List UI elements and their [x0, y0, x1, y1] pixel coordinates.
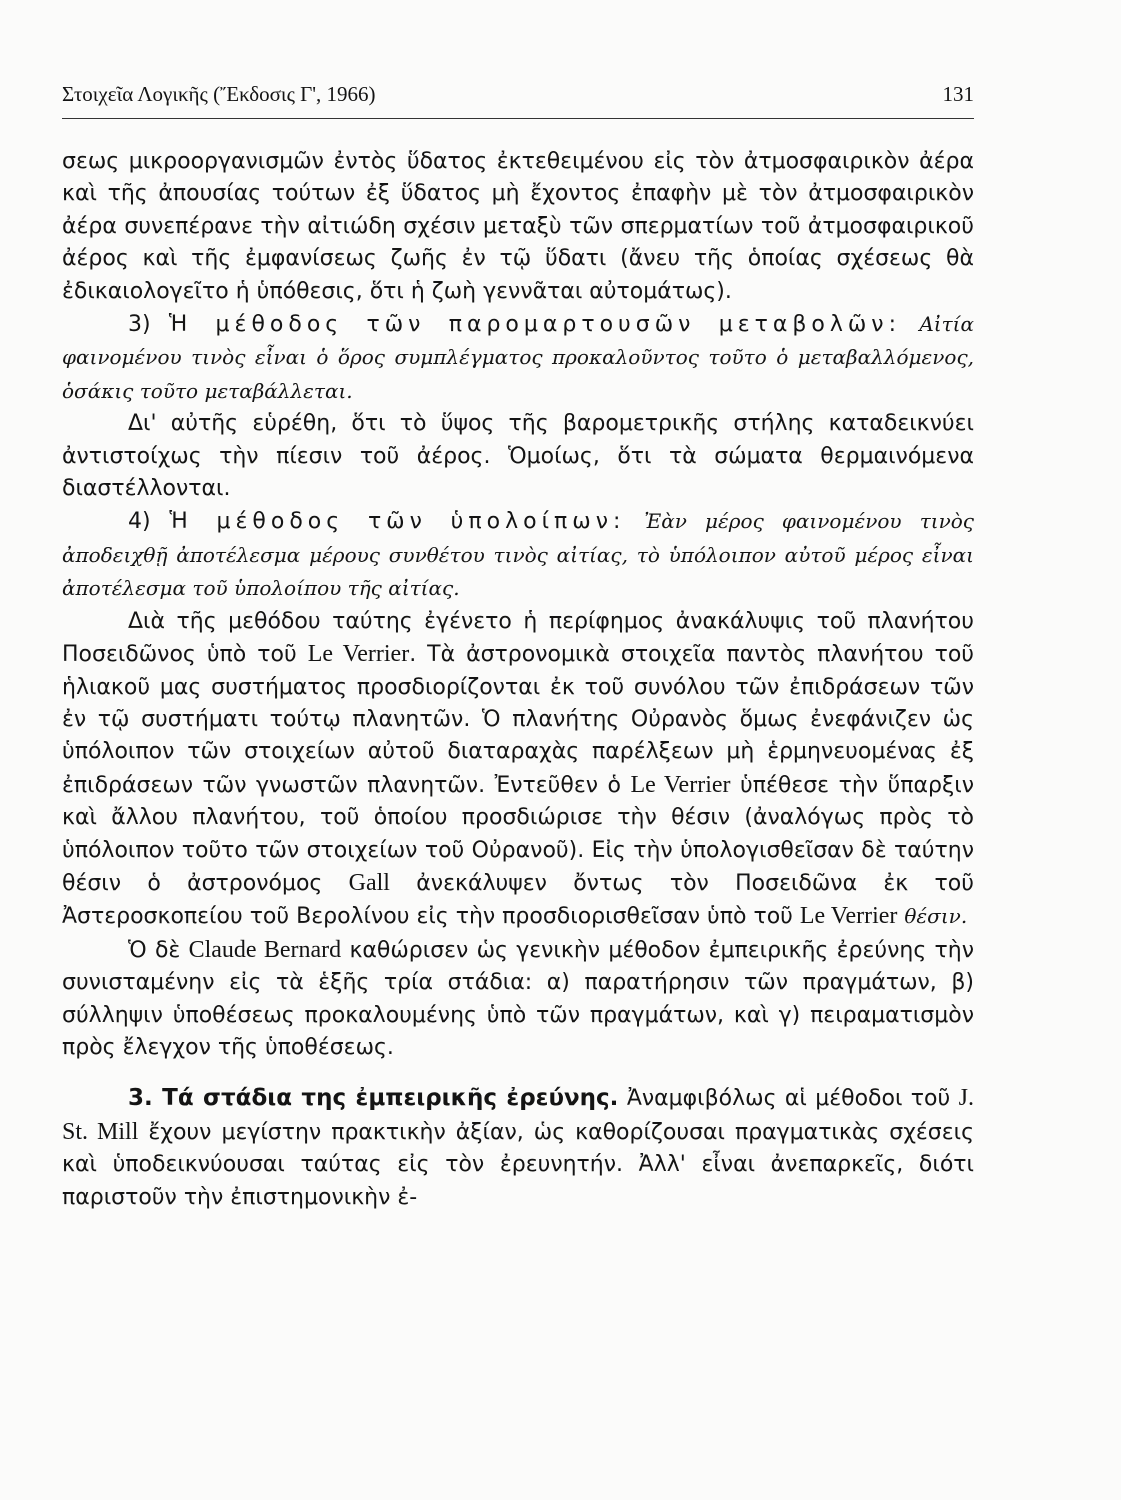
text-run: Ἀναμφιβόλως αἱ μέθοδοι τοῦ [626, 1086, 951, 1112]
page-header [62, 82, 974, 118]
method-number: 4) [128, 509, 151, 535]
latin-name: Gall [348, 869, 390, 896]
text-run: ἔχουν μεγίστην πρακτικὴν ἀξίαν, ὡς καθορίζουσαι πραγματικὰς σχέσεις καὶ ὑποδεικνύουσαι ταύτας εἰς τὸν ἐρευνητήν. Ἀλλ' εἶναι ἀνεπαρκεῖς, διότι παριστοῦν τὴν ἐπιστημονικὴν ἐ- [62, 1119, 974, 1210]
header-rule [62, 118, 974, 119]
page-body [62, 146, 974, 1214]
text-run: καθώρισεν ὡς γενικὴν μέθοδον ἐμπειρικῆς ἐρεύνης τὴν συνισταμένην εἰς τὰ ἑξῆς τρία στάδια: α) παρατήρησιν τῶν πραγμάτων, β) σύλληψιν ὑποθέσεως προκαλουμένης ὑπὸ τῶν πραγμάτων, καὶ γ) πειραματισμὸν πρὸς ἔλεγχον τῆς ὑποθέσεως. [62, 937, 974, 1060]
method-definition: Αἰτία φαινομένου τινὸς εἶναι ὁ ὅρος συμπλέγματος προκαλοῦντος τοῦτο ὁ μεταβαλλόμενος, ὁσάκις τοῦτο μεταβάλλεται. [62, 312, 975, 403]
paragraph-text: σεως μικροοργανισμῶν ἐντὸς ὕδατος ἐκτεθειμένου εἰς τὸν ἀτμοσφαιρικὸν ἀέρα καὶ τῆς ἀπουσίας τούτων ἐξ ὕδατος μὴ ἔχοντος ἐπαφὴν μὲ τὸν ἀτμοσφαιρικὸν ἀέρα συνεπέρανε τὴν αἰτιώδη σχέσιν μεταξὺ τῶν σπερματίων τοῦ ἀτμοσφαιρικοῦ ἀέρος καὶ τῆς ἐμφανίσεως ζωῆς ἐν τῷ ὕδατι (ἄνευ τῆς ὁποίας σχέσεως θὰ ἐδικαιολογεῖτο ἡ ὑπόθεσις, ὅτι ἡ ζωὴ γεννᾶται αὐτομάτως). [62, 149, 974, 304]
method-number: 3) [128, 312, 151, 338]
text-run: Διὰ τῆς μεθόδου ταύτης ἐγένετο ἡ περίφημος ἀνακάλυψις τοῦ πλανήτου Ποσειδῶνος ὑπὸ τοῦ [62, 608, 974, 668]
latin-name: Le Verrier [799, 903, 898, 930]
paragraph-barometer-example [62, 408, 974, 505]
text-run: Ὁ δὲ [128, 937, 181, 963]
section-heading: 3. Τά στάδια της ἐμπειρικῆς ἐρεύνης. [128, 1085, 619, 1112]
latin-name: J. St. Mill [62, 1085, 974, 1145]
text-run: ἀνεκάλυψεν ὄντως τὸν Ποσειδῶνα ἐκ τοῦ Ἀστεροσκοπείου τοῦ Βερολίνου εἰς τὴν προσδιορισθεῖσαν ὑπὸ τοῦ [62, 870, 974, 930]
latin-name: Le Verrier [307, 641, 410, 668]
paragraph-claude-bernard [62, 934, 974, 1065]
paragraph-text: Δι' αὐτῆς εὑρέθη, ὅτι τὸ ὕψος τῆς βαρομετρικῆς στήλης καταδεικνύει ἀντιστοίχως τὴν πίεσιν τοῦ ἀέρος. Ὁμοίως, ὅτι τὰ σώματα θερμαινόμενα διαστέλλονται. [62, 411, 974, 502]
paragraph-continuation [62, 146, 974, 308]
section-paragraph [62, 1082, 974, 1214]
paragraph-neptune-discovery [62, 606, 974, 934]
paragraph-method-concomitant-variations [62, 308, 974, 408]
text-run: ὑπέθεσε τὴν ὕπαρξιν καὶ ἄλλου πλανήτου, τοῦ ὁποίου προσδιώρισε τὴν θέσιν (ἀναλόγως πρὸς τὸ ὑπόλοιπον τοῦτο τῶν στοιχείων τοῦ Οὐρανοῦ). Εἰς τὴν ὑπολογισθεῖσαν δὲ ταύτην θέσιν ὁ ἀστρονόμος [62, 772, 974, 896]
latin-name: Claude Bernard [188, 936, 342, 963]
text-run: θέσιν. [904, 904, 968, 929]
method-definition: Ἐὰν μέρος φαινομένου τινὸς ἀποδειχθῇ ἀποτέλεσμα μέρους συνθέτου τινὸς αἰτίας, τὸ ὑπόλοιπον αὐτοῦ μέρος εἶναι ἀποτέλεσμα τοῦ ὑπολοίπου τῆς αἰτίας. [62, 509, 974, 601]
paragraph-method-residues [62, 505, 974, 605]
method-title: Ἡ μέθοδος τῶν ὑπολοίπων: [169, 509, 626, 535]
running-title: Στοιχεῖα Λογικῆς (Ἔκδοσις Γ', 1966) [62, 82, 376, 106]
page-number: 131 [942, 82, 974, 106]
text-run: . Τὰ ἀστρονομικὰ στοιχεῖα παντὸς πλανήτου τοῦ ἡλιακοῦ μας συστήματος προσδιορίζονται ἐκ τοῦ συνόλου τῶν ἐπιδράσεων τῶν ἐν τῷ συστήματι τούτῳ πλανητῶν. Ὁ πλανήτης Οὐρανὸς ὅμως ἐνεφάνιζεν ὡς ὑπόλοιπον τῶν στοιχείων αὐτοῦ διαταραχὰς παρέλξεων μὴ ἑρμηνευομένας ἐξ ἐπιδράσεων τῶν γνωστῶν πλανητῶν. Ἐντεῦθεν ὁ [62, 642, 975, 798]
method-title: Ἡ μέθοδος τῶν παρομαρτουσῶν μεταβολῶν: [168, 312, 902, 338]
latin-name: Le Verrier [630, 771, 731, 798]
